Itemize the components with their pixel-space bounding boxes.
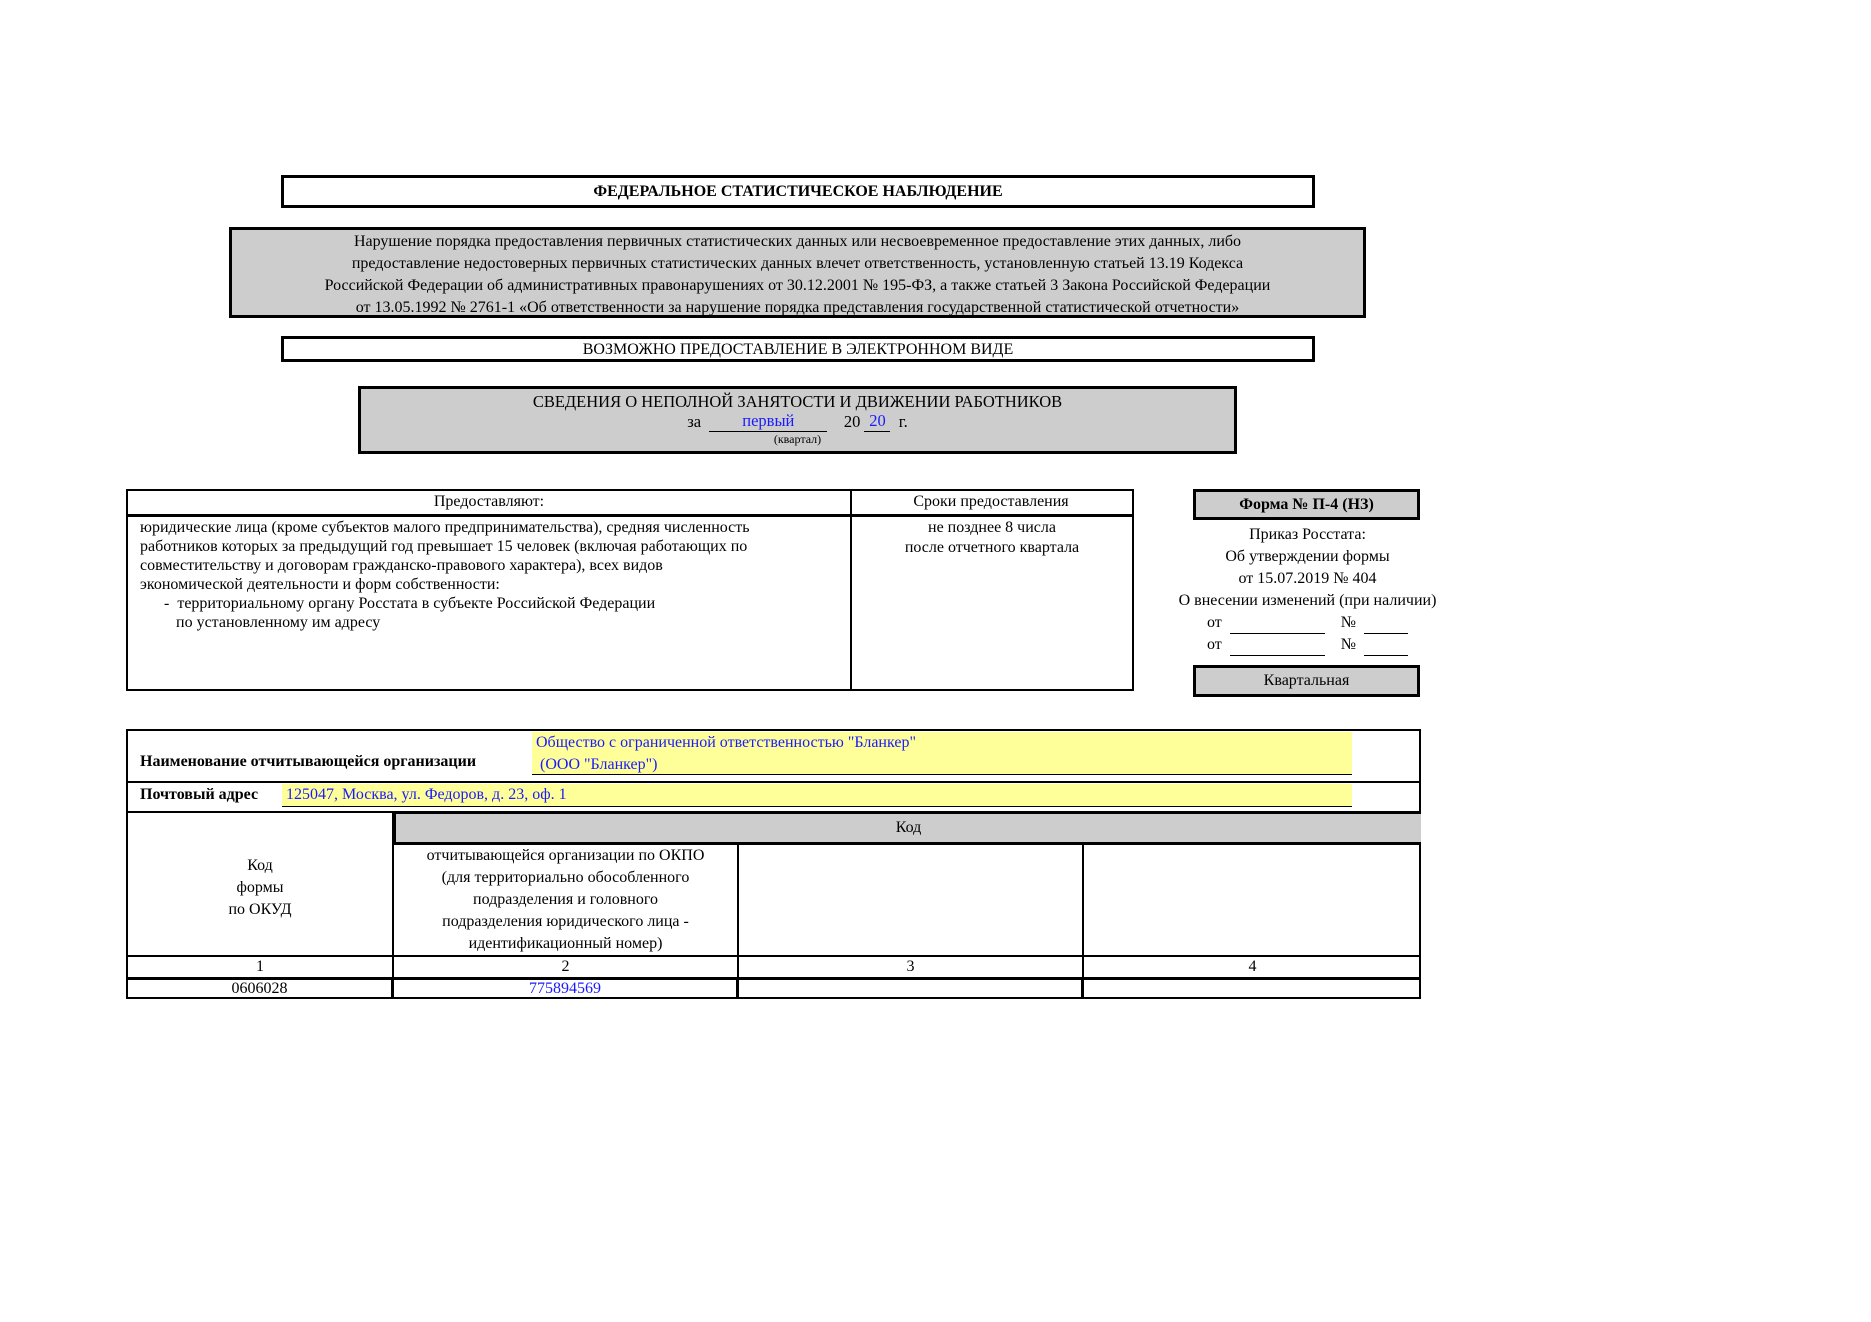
number-label: № [1340, 614, 1357, 631]
legal-warning [229, 227, 1366, 318]
submitters-line: юридические лица (кроме субъектов малого предпринимательства), средняя численность [140, 519, 750, 536]
amendment-date-field[interactable] [1230, 635, 1325, 656]
column-number: 2 [394, 955, 739, 977]
amendment-number-field[interactable] [1364, 635, 1408, 656]
from-label: от [1206, 636, 1222, 653]
number-label: № [1340, 636, 1357, 653]
okpo-value-field[interactable]: 775894569 [394, 977, 739, 999]
quarter-field[interactable]: первый [709, 411, 827, 432]
submitters-bullet [140, 594, 840, 613]
warning-line: Нарушение порядка предоставления первичных статистических данных или несвоевременное предоставление этих данных, либо [353, 233, 1242, 250]
okud-header-line: формы [236, 879, 284, 896]
for-label: за [687, 412, 702, 431]
from-label: от [1206, 614, 1222, 631]
order-line: Приказ Росстата: [1249, 526, 1366, 543]
column-number: 4 [1084, 955, 1421, 977]
deadline-line: после отчетного квартала [904, 539, 1080, 556]
column-number: 3 [739, 955, 1084, 977]
form-number: Форма № П-4 (НЗ) [1193, 489, 1420, 520]
quarter-caption: (квартал) [773, 432, 822, 446]
code-col4-header [1084, 845, 1421, 955]
submitters-line: работников которых за предыдущий год превышает 15 человек (включая работающих по [140, 538, 748, 555]
year-field[interactable]: 20 [864, 411, 890, 432]
okud-header-line: по ОКУД [228, 901, 292, 918]
okpo-header-line: (для территориально обособленного [441, 869, 690, 886]
periodicity-badge: Квартальная [1193, 665, 1420, 697]
codes-grid [128, 811, 1419, 999]
warning-line: от 13.05.1992 № 2761-1 «Об ответственности за нарушение порядка представления государственной статистической отчетности» [355, 299, 1240, 316]
address-field[interactable]: 125047, Москва, ул. Федоров, д. 23, оф. 1 [282, 784, 1352, 807]
order-line: от 15.07.2019 № 404 [1238, 570, 1377, 587]
code-header: Код [394, 811, 1421, 845]
okpo-header-line: отчитывающейся организации по ОКПО [426, 847, 705, 864]
okpo-header-line: подразделения и головного [473, 891, 658, 908]
code-col4-field[interactable] [1084, 977, 1421, 999]
amendment-row [1160, 612, 1455, 634]
submitters-header: Предоставляют: [128, 491, 852, 517]
order-line: О внесении изменений (при наличии) [1178, 592, 1437, 609]
year-label: г. [898, 412, 908, 431]
org-name-row [128, 731, 1419, 783]
okud-header [128, 811, 394, 955]
org-name-line: Общество с ограниченной ответственностью "Бланкер" [536, 734, 916, 751]
deadline-text [852, 518, 1132, 558]
report-period [361, 411, 1234, 432]
report-title: СВЕДЕНИЯ О НЕПОЛНОЙ ЗАНЯТОСТИ И ДВИЖЕНИИ РАБОТНИКОВ [532, 392, 1063, 411]
okud-header-line: Код [247, 857, 273, 874]
address-row [128, 781, 1419, 813]
org-name-label: Наименование отчитывающейся организации [140, 753, 477, 770]
org-name-field[interactable] [532, 732, 1352, 775]
deadline-line: не позднее 8 числа [928, 519, 1056, 536]
submitters-line: совместительству и договорам гражданско-правового характера), всех видов [140, 557, 663, 574]
submitters-text [140, 518, 840, 632]
amendment-row [1160, 634, 1455, 656]
code-col3-field[interactable] [739, 977, 1084, 999]
order-line: Об утверждении формы [1225, 548, 1390, 565]
submitters-bullet-cont: по установленному им адресу [176, 614, 381, 631]
report-title-box [358, 386, 1237, 454]
submitters-table [126, 489, 1134, 691]
federal-observation-title: ФЕДЕРАЛЬНОЕ СТАТИСТИЧЕСКОЕ НАБЛЮДЕНИЕ [281, 175, 1315, 208]
electronic-submission-notice: ВОЗМОЖНО ПРЕДОСТАВЛЕНИЕ В ЭЛЕКТРОННОМ ВИДЕ [281, 336, 1315, 362]
warning-line: предоставление недостоверных первичных статистических данных влечет ответственность, установленную статьей 13.19 Кодекса [351, 255, 1244, 272]
warning-line: Российской Федерации об административных правонарушениях от 30.12.2001 № 195-ФЗ, а также статьей 3 Закона Российской Федерации [324, 277, 1271, 294]
year-prefix: 20 [843, 412, 861, 431]
column-number: 1 [128, 955, 394, 977]
okpo-header-line: идентификационный номер) [468, 935, 663, 952]
address-label: Почтовый адрес [140, 786, 259, 803]
bullet-dash: - [164, 595, 170, 612]
amendment-date-field[interactable] [1230, 613, 1325, 634]
okpo-header [394, 845, 739, 955]
okpo-header-line: подразделения юридического лица - [442, 913, 689, 930]
submitters-line: экономической деятельности и форм собственности: [140, 576, 500, 593]
bullet-text: территориальному органу Росстата в субъекте Российской Федерации [177, 595, 656, 612]
organization-table [126, 729, 1421, 999]
order-info [1160, 524, 1455, 656]
code-col3-header [739, 845, 1084, 955]
amendment-number-field[interactable] [1364, 613, 1408, 634]
okud-value: 0606028 [128, 977, 394, 999]
deadline-header: Сроки предоставления [850, 491, 1132, 517]
org-short-name-line: (ООО "Бланкер") [540, 756, 658, 773]
